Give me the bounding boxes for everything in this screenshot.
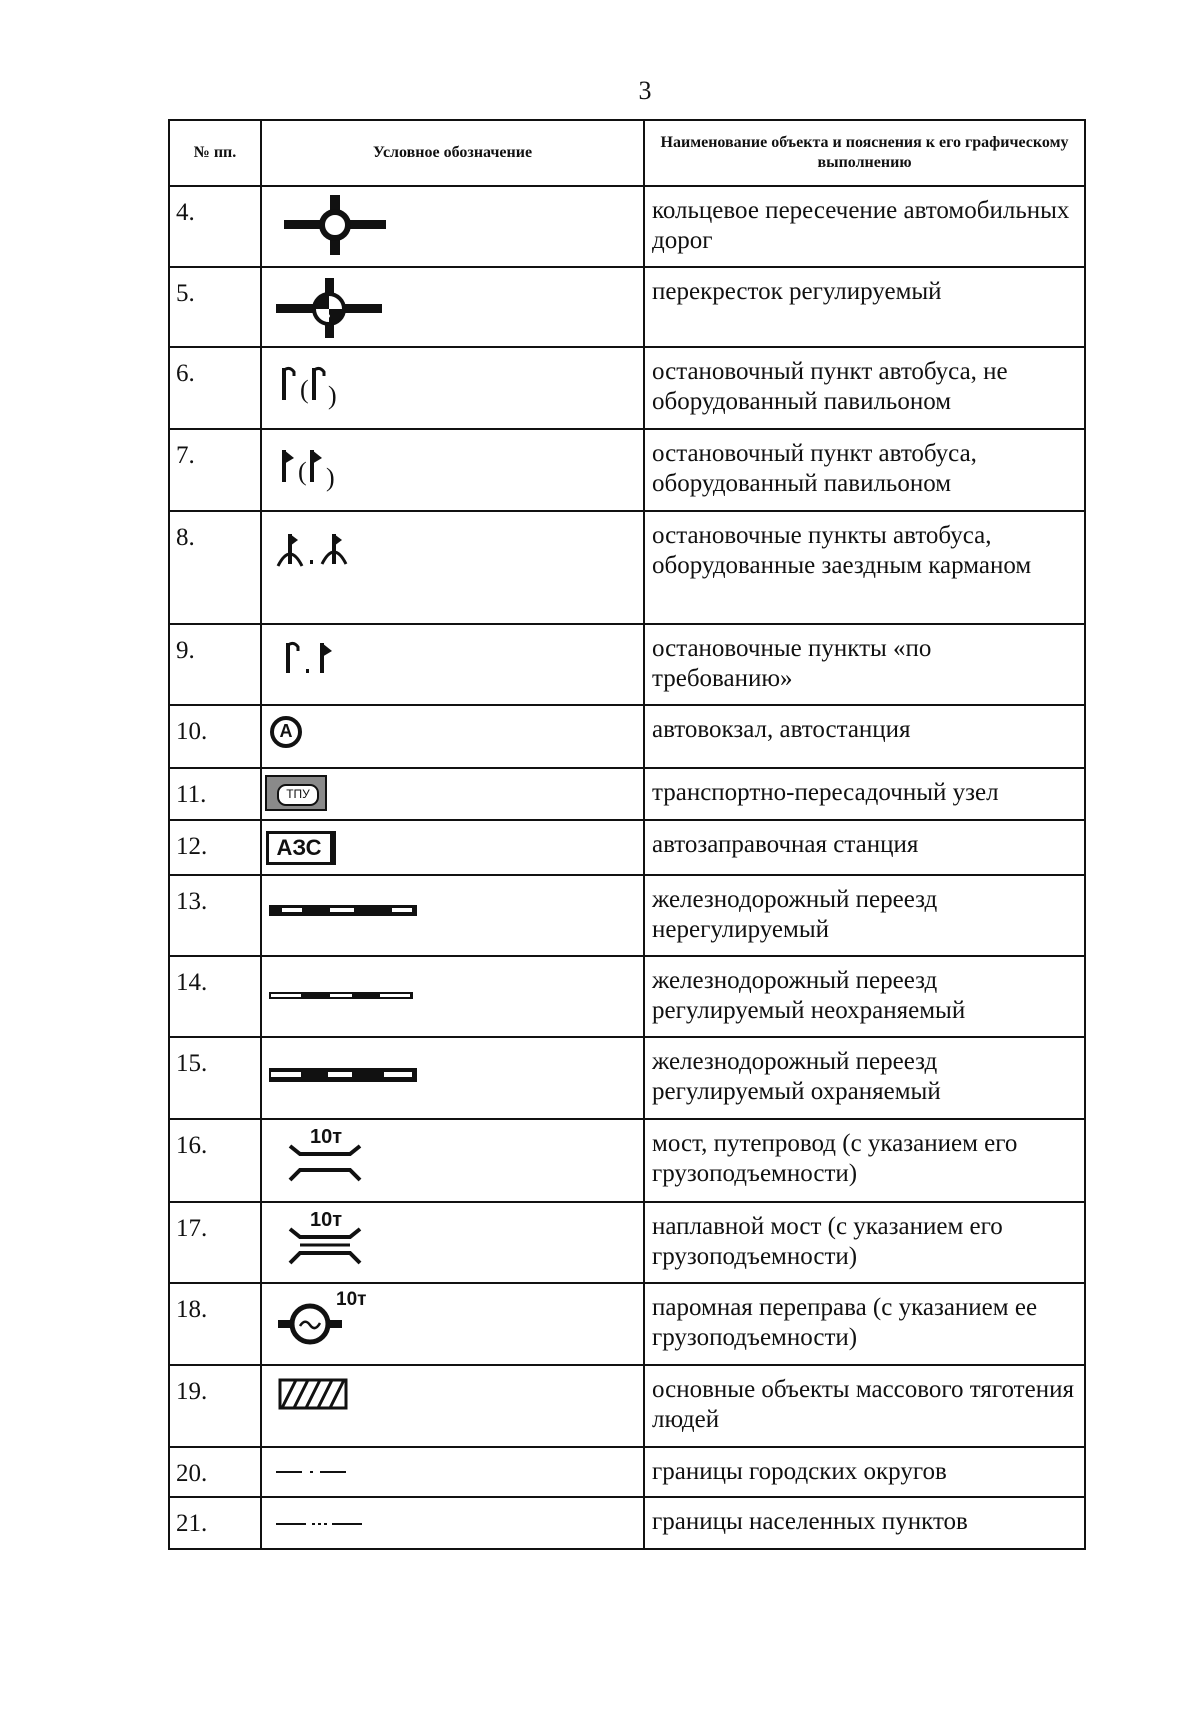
rail-crossing-guarded-icon: [268, 1066, 420, 1084]
row-number: 17.: [169, 1202, 261, 1283]
row-number: 18.: [169, 1283, 261, 1365]
table-row: [169, 1119, 1085, 1202]
pontoon-capacity-label: 10т: [310, 1209, 343, 1231]
row-description: автозаправочная станция: [644, 820, 1085, 875]
table-row: [169, 267, 1085, 347]
rail-crossing-unguarded-icon: [268, 989, 420, 1001]
table-header-row: [169, 120, 1085, 186]
row-number: 5.: [169, 267, 261, 347]
row-description: паромная переправа (с указанием ее грузоподъемности): [644, 1283, 1085, 1365]
row-number: 8.: [169, 511, 261, 624]
row-description: автовокзал, автостанция: [644, 705, 1085, 768]
table-row: [169, 705, 1085, 768]
bus-station-icon: [269, 715, 303, 749]
table-row: [169, 186, 1085, 267]
table-row: [169, 347, 1085, 429]
ferry-capacity-label: 10т: [336, 1289, 367, 1310]
table-row: [169, 1202, 1085, 1283]
row-description: железнодорожный переезд регулируемый неохраняемый: [644, 956, 1085, 1037]
bus-station-letter: A: [279, 721, 293, 741]
bridge-capacity-label: 10т: [310, 1126, 343, 1148]
ferry-icon: [278, 1290, 388, 1356]
row-description: железнодорожный переезд регулируемый охраняемый: [644, 1037, 1085, 1119]
mass-attraction-hatch-icon: [278, 1378, 352, 1412]
transport-hub-label: ТПУ: [286, 787, 310, 801]
table-row: [169, 1037, 1085, 1119]
table-row: [169, 1283, 1085, 1365]
table-row: [169, 624, 1085, 705]
row-number: 16.: [169, 1119, 261, 1202]
row-number: 6.: [169, 347, 261, 429]
row-description: железнодорожный переезд нерегулируемый: [644, 875, 1085, 956]
table-row: [169, 875, 1085, 956]
gas-station-label: АЗС: [276, 835, 322, 860]
table-row: [169, 1447, 1085, 1497]
row-number: 10.: [169, 705, 261, 768]
svg-text:): ): [326, 463, 335, 492]
row-description: остановочные пункты автобуса, оборудованные заездным карманом: [644, 511, 1085, 624]
city-district-border-icon: [276, 1466, 356, 1478]
svg-text:(: (: [298, 457, 307, 486]
rail-crossing-unregulated-icon: [268, 902, 420, 918]
table-row: [169, 768, 1085, 820]
row-number: 20.: [169, 1447, 261, 1497]
row-number: 11.: [169, 768, 261, 820]
pontoon-bridge-icon: [286, 1209, 376, 1275]
table-row: [169, 1365, 1085, 1447]
row-description: наплавной мост (с указанием его грузоподъемности): [644, 1202, 1085, 1283]
svg-text:): ): [328, 381, 337, 410]
bus-stop-bay-icon: [274, 530, 374, 580]
table-row: [169, 511, 1085, 624]
bus-stop-no-pavilion-icon: [278, 362, 368, 412]
page-number: 3: [638, 76, 652, 105]
row-description: перекресток регулируемый: [644, 267, 1085, 347]
row-number: 13.: [169, 875, 261, 956]
row-description: границы населенных пунктов: [644, 1497, 1085, 1549]
row-description: транспортно-пересадочный узел: [644, 768, 1085, 820]
row-description: границы городских округов: [644, 1447, 1085, 1497]
settlement-border-icon: [276, 1518, 372, 1530]
transport-hub-icon: [265, 775, 327, 811]
table-row: [169, 820, 1085, 875]
header-description: Наименование объекта и пояснения к его графическому выполнению: [644, 120, 1085, 186]
row-number: 15.: [169, 1037, 261, 1119]
gas-station-icon: [266, 831, 336, 865]
row-description: остановочный пункт автобуса, не оборудованный павильоном: [644, 347, 1085, 429]
row-description: кольцевое пересечение автомобильных дорог: [644, 186, 1085, 267]
row-number: 14.: [169, 956, 261, 1037]
regulated-intersection-icon: [274, 278, 384, 338]
row-number: 4.: [169, 186, 261, 267]
legend-table: [168, 119, 1086, 1550]
bridge-icon: [286, 1126, 376, 1192]
bus-stop-pavilion-icon: [278, 444, 368, 494]
roundabout-icon: [280, 195, 390, 255]
row-number: 21.: [169, 1497, 261, 1549]
row-description: остановочный пункт автобуса, оборудованный павильоном: [644, 429, 1085, 511]
row-description: основные объекты массового тяготения людей: [644, 1365, 1085, 1447]
row-number: 19.: [169, 1365, 261, 1447]
row-description: мост, путепровод (с указанием его грузоподъемности): [644, 1119, 1085, 1202]
row-number: 12.: [169, 820, 261, 875]
table-row: [169, 956, 1085, 1037]
svg-text:(: (: [300, 375, 309, 404]
row-number: 7.: [169, 429, 261, 511]
row-number: 9.: [169, 624, 261, 705]
request-stop-icon: [282, 637, 372, 687]
header-symbol: Условное обозначение: [261, 120, 644, 186]
table-row: [169, 429, 1085, 511]
table-row: [169, 1497, 1085, 1549]
header-num: № пп.: [169, 120, 261, 186]
row-description: остановочные пункты «по требованию»: [644, 624, 1085, 705]
